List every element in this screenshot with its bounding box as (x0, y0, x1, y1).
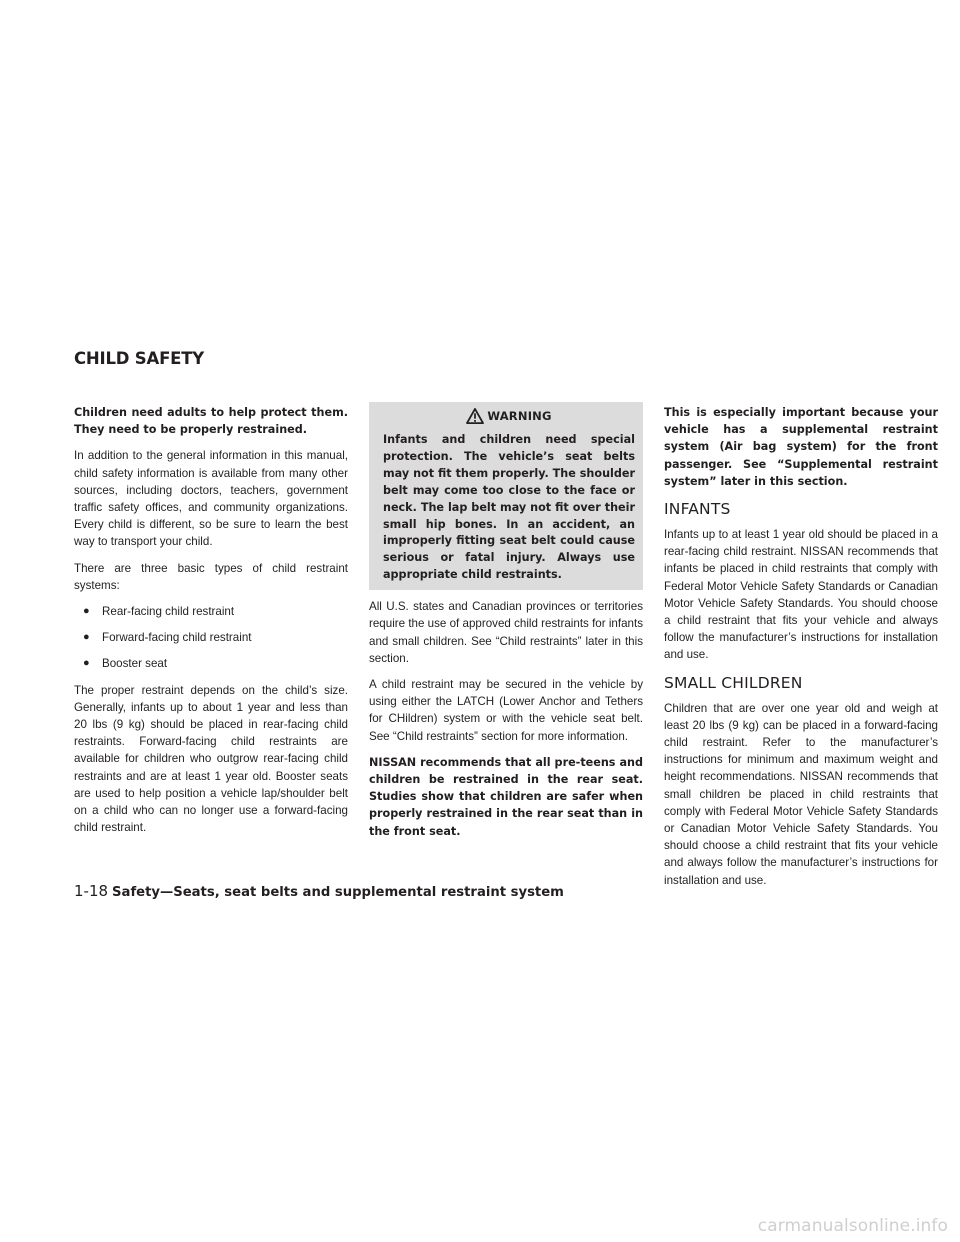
bullet-icon: ● (83, 657, 90, 670)
page-number: 1-18 (74, 882, 109, 900)
page-footer (74, 881, 564, 900)
list-item: ● Rear-facing child restraint (74, 603, 348, 620)
column-1 (74, 404, 348, 845)
watermark: carmanualsonline.info (757, 1216, 948, 1236)
bullet-icon: ● (83, 605, 90, 618)
infants-heading: INFANTS (664, 500, 731, 519)
small-children-paragraph: Children that are over one year old and weigh at least 20 lbs (9 kg) can be placed in a forward-facing child restraint. Refer to the manufacturer’s instructions for minimum and maximum weight and height recommendations. NISSAN recommends that small children be placed in child restraints that comply with Federal Motor Vehicle Safety Standards or Canadian Motor Vehicle Safety Standards. You should choose a child restraint that fits your vehicle and always follow the manufacturer’s instructions for installation and use. (664, 701, 938, 887)
state-requirements-paragraph: All U.S. states and Canadian provinces or territories require the use of approved child restraints for infants and small children. See “Child restraints” later in this section. (369, 600, 643, 665)
warning-box (369, 402, 643, 590)
warning-text: Infants and children need special protection. The vehicle’s seat belts may not fit them properly. The shoulder belt may come too close to the face or neck. The lap belt may not fit over their small hip bones. In an accident, an improperly fitting seat belt could cause serious or fatal injury. Always use appropriate child restraints. (383, 433, 635, 582)
latch-paragraph: A child restraint may be secured in the vehicle by using either the LATCH (Lower Anchor and Tethers for CHildren) system or with the vehicle seat belt. See “Child restraints” section for more information. (369, 677, 643, 743)
infants-paragraph: Infants up to at least 1 year old should be placed in a rear-facing child restraint. NISSAN recommends that infants be placed in child restraints that comply with Federal Motor Vehicle Safety Standards or Canadian Motor Vehicle Safety Standards. You should choose a child restraint that fits your vehicle and always follow the manufacturer’s instructions for installation and use. (664, 528, 938, 662)
list-item: ● Booster seat (74, 655, 348, 672)
section-title: CHILD SAFETY (74, 349, 205, 368)
small-children-heading: SMALL CHILDREN (664, 673, 803, 692)
restraint-types-list (74, 603, 348, 673)
general-info-paragraph: In addition to the general information in this manual, child safety information is available from many other sources, including doctors, teachers, government traffic safety offices, and community organizations. Every child is different, so be sure to learn the best way to transport your child. (74, 449, 348, 549)
proper-restraint-paragraph: The proper restraint depends on the child’s size. Generally, infants up to about 1 year and less than 20 lbs (9 kg) should be placed in rear-facing child restraints. Forward-facing child restraints are available for children who outgrow rear-facing child restraints and are at least 1 year old. Booster seats are used to help position a vehicle lap/shoulder belt on a child who can no longer use a forward-facing child restraint. (74, 683, 348, 835)
warning-header (383, 408, 635, 424)
restraint-types-intro: There are three basic types of child restraint systems: (74, 561, 348, 592)
airbag-note: This is especially important because your vehicle has a supplemental restraint system (Air bag system) for the front passenger. See “Supplemental restraint system” later in this section. (664, 406, 938, 488)
warning-title: WARNING (487, 409, 552, 423)
rear-seat-recommendation: NISSAN recommends that all pre-teens and children be restrained in the rear seat. Studies show that children are safer when properly restrained in the rear seat than in the front seat. (369, 755, 643, 838)
column-2 (369, 404, 643, 849)
list-item: ● Forward-facing child restraint (74, 629, 348, 646)
bullet-icon: ● (83, 631, 90, 644)
chapter-title: Safety—Seats, seat belts and supplemental restraint system (112, 885, 564, 900)
column-3 (664, 404, 938, 898)
intro-bold-text: Children need adults to help protect them. They need to be properly restrained. (74, 406, 348, 437)
warning-triangle-icon (466, 408, 484, 424)
